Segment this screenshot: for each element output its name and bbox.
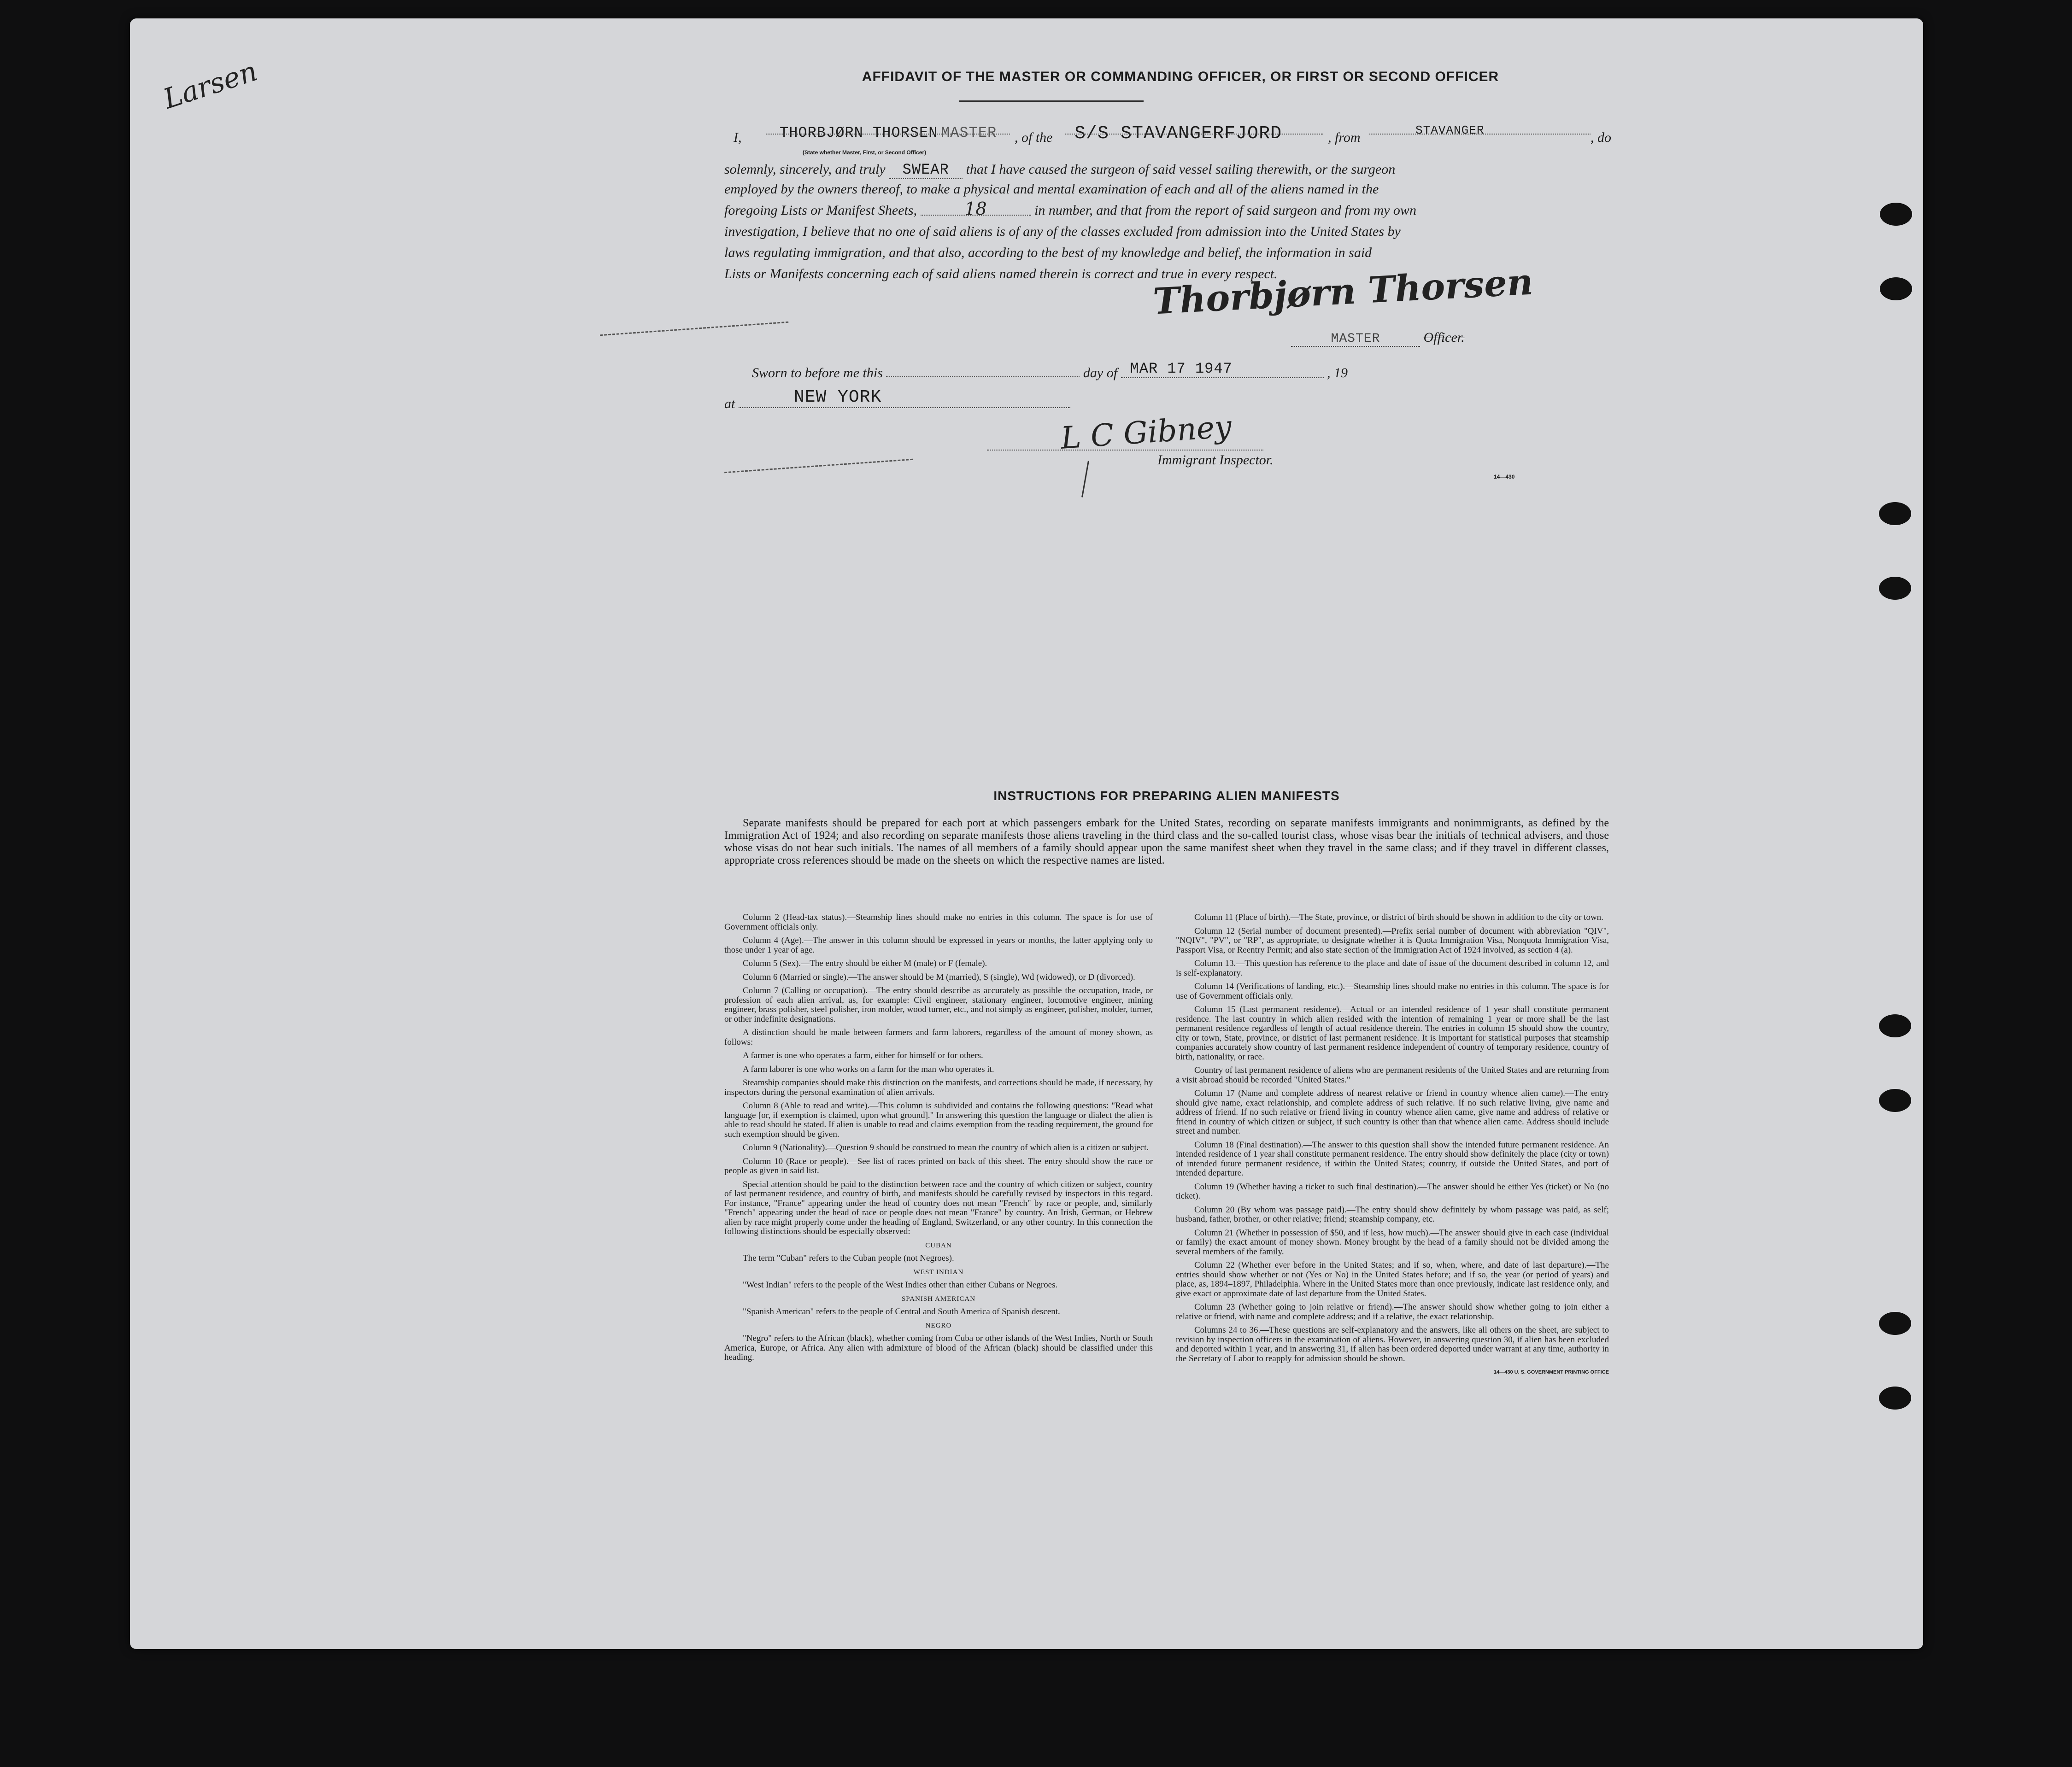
instruction-right-13: Columns 24 to 36.—These questions are self-explanatory and the answers, like all others on the sheet, are subject to revision by inspection officers in the examination of aliens. However, in answering question 30, if alien has been excluded and deported within 1 year, and in answering 31, if alien has been ordered deported under warrant at any time, authority in the Secretary of Labor to reapply for admission should be shown.	[1176, 1325, 1609, 1363]
instruction-right-8: Column 19 (Whether having a ticket to such final destination).—The answer should be either Yes (ticket) or No (no ticket).	[1176, 1182, 1609, 1201]
port-dotline	[1369, 134, 1591, 135]
text-in-number: in number, and that from the report of said surgeon and from my own	[1034, 203, 1416, 218]
at-line	[724, 387, 1093, 415]
affidavit-line-7: Lists or Manifests concerning each of said aliens named therein is correct and true in every respect.	[724, 266, 1278, 281]
instruction-left-3: Column 6 (Married or single).—The answer should be M (married), S (single), Wd (widowed), or D (divorced).	[743, 972, 1135, 982]
heading-negro: NEGRO	[925, 1322, 952, 1329]
place-name: NEW YORK	[739, 387, 1070, 408]
affidavit-line-3: employed by the owners thereof, to make a physical and mental examination of each and all of the aliens named in the	[724, 181, 1379, 197]
faint-mark-1	[600, 322, 789, 341]
vessel-dotline	[1065, 134, 1323, 135]
punch-hole-3	[1879, 502, 1911, 525]
instruction-right-3: Column 14 (Verifications of landing, etc.).—Steamship lines should make no entries in this column. The space is for use of Government officials only.	[1176, 982, 1609, 1001]
word-do: , do	[1591, 130, 1611, 145]
instruction-right-10: Column 21 (Whether in possession of $50, and if less, how much).—The answer should give in each case (individual or family) the exact amount of money shown. Money brought by the head of a family should not be divided among the several members of the family.	[1176, 1228, 1609, 1257]
instruction-left-12: Special attention should be paid to the distinction between race and the country of which citizen or subject, country of last permanent residence, and country of birth, and manifests should be carefully revised by inspectors in this regard. For instance, "France" appearing under the head of country does not mean "French" by race or people, and, similarly "French" appearing under the head of race or people does not mean "France" by country. An Irish, German, or Hebrew alien by race might properly come under the heading of England, Switzerland, or any other country. In this connection the following distinctions should be especially observed:	[724, 1179, 1153, 1236]
officer-line	[1291, 330, 1614, 347]
instruction-negro: "Negro" refers to the African (black), whether coming from Cuba or other islands of the West Indies, North or South America, Europe, or Africa. Any alien with admixture of blood of the African (black) should be classified under this heading.	[724, 1334, 1153, 1362]
punch-hole-7	[1879, 1312, 1911, 1335]
sworn-line	[752, 360, 1397, 383]
punch-hole-2	[1880, 277, 1912, 300]
heading-spanish-american: SPANISH AMERICAN	[901, 1295, 976, 1303]
instruction-left-6: A farmer is one who operates a farm, either for himself or for others.	[743, 1051, 983, 1060]
punch-hole-4	[1879, 577, 1911, 600]
printer-credit: 14—430 U. S. GOVERNMENT PRINTING OFFICE	[1494, 1369, 1609, 1375]
instruction-west-indian: "West Indian" refers to the people of the West Indies other than either Cubans or Negroes.	[743, 1280, 1058, 1290]
faint-mark-2	[724, 459, 913, 478]
officer-rank-stamp: MASTER	[1291, 332, 1420, 347]
affidavit-title: AFFIDAVIT OF THE MASTER OR COMMANDING OFFICER, OR FIRST OR SECOND OFFICER	[862, 69, 1499, 84]
heading-west-indian: WEST INDIAN	[913, 1268, 964, 1276]
word-from: , from	[1328, 130, 1361, 145]
affidavit-line-2	[724, 161, 1609, 179]
instruction-right-1: Column 12 (Serial number of document presented).—Prefix serial number of document with abbreviation "QIV", "NQIV", "PV", or "RP", as appropriate, to designate whether it is Quota Immigration Visa, Nonquota Immigration Visa, Passport Visa, or Reentry Permit; and also state section of the Immigration Act of 1924 involved, as section 4 (a).	[1176, 926, 1609, 955]
instruction-cuban: The term "Cuban" refers to the Cuban people (not Negroes).	[743, 1253, 954, 1263]
instruction-right-11: Column 22 (Whether ever before in the United States; and if so, when, where, and date of last departure).—The entries should show whether or not (Yes or No) in the United States before; and if so, the year (or period of years) and place, as, 1894–1897, Philadelphia. Where in the United States more than once previously, indicate last residence only, and give exact or approximate date of last departure from the United States.	[1176, 1260, 1609, 1299]
instruction-left-1: Column 4 (Age).—The answer in this column should be expressed in years or months, the latter applying only to those under 1 year of age.	[724, 936, 1153, 955]
heading-cuban: CUBAN	[925, 1241, 952, 1249]
instruction-left-9: Column 8 (Able to read and write).—This column is subdivided and contains the following questions: "Read what language [or, if exemption is claimed, upon what ground]." In answering this question the language or dialect the alien is able to read should be stated. If alien is unable to read and claims exemption from the reading requirement, the ground for such exemption should be given.	[724, 1101, 1153, 1139]
instruction-left-10: Column 9 (Nationality).—Question 9 should be construed to mean the country of which alien is a citizen or subject.	[743, 1143, 1149, 1153]
document-page	[130, 18, 1923, 1649]
instruction-left-8: Steamship companies should make this distinction on the manifests, and corrections should be made, if necessary, by inspectors during the personal examination of alien arrivals.	[724, 1078, 1153, 1097]
at-text: at	[724, 396, 735, 411]
from-port: STAVANGER	[1415, 123, 1485, 137]
day-of-text: day of	[1083, 365, 1118, 380]
instructions-right-column	[1176, 913, 1609, 1377]
instructions-left-column	[724, 913, 1153, 1367]
inspector-dotline	[987, 450, 1263, 451]
name-dotline	[766, 134, 1010, 135]
title-rule	[959, 100, 1144, 102]
punch-hole-1	[1880, 203, 1912, 226]
day-dotline	[886, 376, 1080, 377]
affidavit-line-6: laws regulating immigration, and that also, according to the best of my knowledge and belief, the information in said	[724, 245, 1372, 260]
instruction-right-5: Country of last permanent residence of aliens who are permanent residents of the United States and are returning from a visit abroad should be recorded "United States."	[1176, 1065, 1609, 1085]
instruction-right-9: Column 20 (By whom was passage paid).—The entry should show definitely by whom passage was paid, as self; husband, father, brother, or other relative; friend; steamship company, etc.	[1176, 1205, 1609, 1224]
affidavit-line-4	[724, 199, 1609, 219]
margin-note-larsen: Larsen	[159, 55, 261, 116]
instruction-right-12: Column 23 (Whether going to join relative or friend).—The answer should show whether going to join either a relative or friend, with name and complete address; and if a relative, the exact relationship.	[1176, 1302, 1609, 1322]
inspector-signature: L C Gibney	[1059, 409, 1233, 456]
sworn-text: Sworn to before me this	[752, 365, 883, 380]
word-of-the: , of the	[1015, 130, 1053, 145]
instruction-right-2: Column 13.—This question has reference to the place and date of issue of the document described in column 12, and is self-explanatory.	[1176, 959, 1609, 978]
instruction-spanish-american: "Spanish American" refers to the people of Central and South America of Spanish descent.	[743, 1307, 1060, 1316]
instruction-right-7: Column 18 (Final destination).—The answer to this question shall show the intended future permanent residence. An intended residence of 1 year shall constitute permanent residence. The entry should show definitely the place (city or town) of intended future permanent residence, if within the United States; country, if outside the United States, and port of intended departure.	[1176, 1140, 1609, 1178]
instructions-intro: Separate manifests should be prepared for each port at which passengers embark for the United States, recording on separate manifests immigrants and nonimmigrants, as defined by the Immigration Act of 1924; and also recording on separate manifests those aliens traveling in the third class and the so-called tourist class, whose visas bear the initials of technical advisers, and those whose visas do not bear such initials. The names of all members of a family should appear upon the same manifest sheet when they travel in the same class; and if they travel in different classes, appropriate cross references should be made on the sheets on which the respective names are listed.	[724, 817, 1609, 866]
instruction-left-2: Column 5 (Sex).—The entry should be either M (male) or F (female).	[743, 959, 987, 968]
form-number-top: 14—430	[1494, 474, 1515, 480]
officer-name: THORBJØRN THORSEN	[780, 124, 938, 141]
instruction-left-11: Column 10 (Race or people).—See list of races printed on back of this sheet. The entry should show the race or people as given in said list.	[724, 1156, 1153, 1176]
master-signature: Thorbjørn Thorsen	[1152, 261, 1534, 323]
instruction-left-5: A distinction should be made between farmers and farm laborers, regardless of the amount of money shown, as follows:	[724, 1028, 1153, 1047]
oath-word: SWEAR	[889, 161, 963, 179]
punch-hole-6	[1879, 1089, 1911, 1112]
instruction-left-7: A farm laborer is one who works on a farm for the man who operates it.	[743, 1064, 994, 1074]
instruction-left-4: Column 7 (Calling or occupation).—The entry should describe as accurately as possible the occupation, trade, or profession of each alien arrival, as, for example: Civil engineer, stationary engineer, locomotive engineer, mining engineer, brass polisher, steel polisher, iron molder, wood turner, etc., and not simply as engineer, polisher, molder, turner, or other indefinite designations.	[724, 986, 1153, 1024]
text-caused-surgeon: that I have caused the surgeon of said vessel sailing therewith, or the surgeon	[966, 162, 1396, 177]
text-foregoing-lists: foregoing Lists or Manifest Sheets,	[724, 203, 917, 218]
punch-hole-8	[1879, 1387, 1911, 1410]
inspector-tail-stroke	[1081, 461, 1089, 497]
sheet-count: 18	[921, 203, 1031, 216]
word-i: I,	[734, 130, 742, 145]
punch-hole-5	[1879, 1014, 1911, 1037]
affidavit-line-5: investigation, I believe that no one of said aliens is of any of the classes excluded from admission into the United States by	[724, 224, 1401, 239]
instruction-right-6: Column 17 (Name and complete address of nearest relative or friend in country whence alien came).—The entry should give name, exact relationship, and complete address of such relative. If no such relative living, give name and address of friend. If no such relative or friend living in country whence alien came, give name and address of relative or friend in country of which citizen or subject, if such country is other than that whence alien came. Address should include street and number.	[1176, 1088, 1609, 1136]
rank-note: (State whether Master, First, or Second Officer)	[803, 149, 927, 156]
instruction-right-0: Column 11 (Place of birth).—The State, province, or district of birth should be shown in addition to the city or town.	[1194, 913, 1603, 922]
instruction-right-4: Column 15 (Last permanent residence).—Actual or an intended residence of 1 year shall constitute permanent residence. The last country in which alien resided with the intention of remaining 1 year or more shall be the last permanent residence regardless of length of actual residence therein. The entries in column 15 should show the country, city or town, State, province, or district of last permanent residence. It is important for statistical purposes that steamship companies accurately show country of last permanent residence independent of country of temporary residence, country of birth, nationality, or race.	[1176, 1005, 1609, 1062]
instruction-left-0: Column 2 (Head-tax status).—Steamship lines should make no entries in this column. The space is for use of Government officials only.	[724, 913, 1153, 932]
date-stamp: MAR 17 1947	[1121, 360, 1324, 378]
officer-label: Officer.	[1423, 330, 1465, 345]
instructions-title: INSTRUCTIONS FOR PREPARING ALIEN MANIFESTS	[993, 789, 1340, 803]
year-prefix: , 19	[1327, 365, 1348, 380]
vessel-name: S/S STAVANGERFJORD	[1074, 123, 1282, 144]
inspector-title: Immigrant Inspector.	[1157, 452, 1274, 468]
officer-rank-typed: MASTER	[941, 124, 997, 141]
text-solemnly: solemnly, sincerely, and truly	[724, 162, 886, 177]
